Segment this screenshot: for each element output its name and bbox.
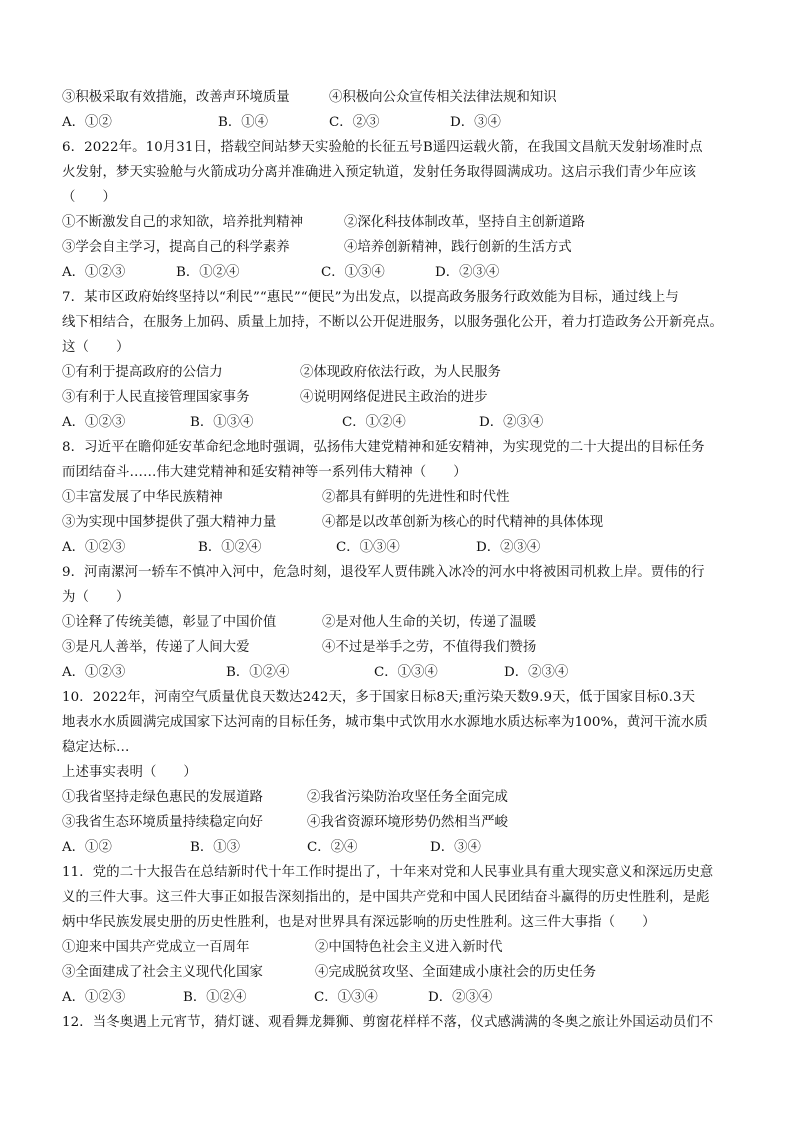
q5-answer-b: B．①④ [218,115,269,130]
q10-statement-4: ④我省资源环境形势仍然相当严峻 [307,815,508,830]
q7-stem-line-3: 这（ ） [62,340,130,355]
q9-answer-c: C．①③④ [374,665,438,680]
q11-answer-row [62,988,738,1008]
q5-statements-row-2 [62,88,738,108]
q8-statements-row-2 [62,513,738,533]
q7-statements-row-1 [62,363,738,383]
q10-stem-line-4: 上述事实表明（ ） [62,765,197,780]
q6-statement-4: ④培养创新精神，践行创新的生活方式 [344,240,572,255]
q7-answer-b: B．①③④ [190,415,254,430]
q10-statements-row-1 [62,788,738,808]
q6-statements-row-1 [62,213,738,233]
q8-answer-d: D．②③④ [476,540,541,555]
q7-answer-c: C．①②④ [342,415,406,430]
q9-answer-row [62,663,738,683]
q5-answer-c: C．②③ [329,115,380,130]
q8-statements-row-1 [62,488,738,508]
q6-answer-b: B．①②④ [176,265,240,280]
q6-answer-a: A．①②③ [62,265,126,280]
q8-answer-a: A．①②③ [62,540,126,555]
q8-statement-4: ④都是以改革创新为核心的时代精神的具体体现 [322,515,604,530]
q10-stem-line-3: 稳定达标… [62,740,130,755]
q6-statement-2: ②深化科技体制改革，坚持自主创新道路 [344,215,586,230]
q9-statements-row-2 [62,638,738,658]
q11-stem-line-3: 炳中华民族发展史册的历史性胜利，也是对世界具有深远影响的历史性胜利。这三件大事指（ ） [62,915,656,930]
q7-answer-row [62,413,738,433]
q10-answer-b: B．①③ [190,840,241,855]
q6-statement-3: ③学会自主学习，提高自己的科学素养 [62,240,290,255]
q10-answer-c: C．②④ [307,840,358,855]
q8-statement-2: ②都具有鲜明的先进性和时代性 [322,490,510,505]
q8-statement-1: ①丰富发展了中华民族精神 [62,490,223,505]
q8-stem-line-1: 8．习近平在瞻仰延安革命纪念地时强调，弘扬伟大建党精神和延安精神，为实现党的二十大提出的目标任务 [62,440,705,455]
q10-stem-line-2: 地表水水质圆满完成国家下达河南的目标任务，城市集中式饮用水水源地水质达标率为100%，黄河干流水质 [62,715,708,730]
q10-statements-row-2 [62,813,738,833]
q6-stem-line-1: 6．2022年。10月31日，搭载空间站梦天实验舱的长征五号B遥四运载火箭，在我国文昌航天发射场准时点 [62,140,703,155]
q9-stem-line-2: 为（ ） [62,590,130,605]
q10-answer-row [62,838,738,858]
q6-stem-line-3: （ ） [62,190,116,205]
q5-statement-3: ③积极采取有效措施，改善声环境质量 [62,90,290,105]
q7-statement-2: ②体现政府依法行政，为人民服务 [300,365,501,380]
q11-stem-line-1: 11．党的二十大报告在总结新时代十年工作时提出了，十年来对党和人民事业具有重大现实意义和深远历史意 [62,865,714,880]
q11-statement-4: ④完成脱贫攻坚、全面建成小康社会的历史任务 [315,965,597,980]
q11-statements-row-2 [62,963,738,983]
q8-statement-3: ③为实现中国梦提供了强大精神力量 [62,515,277,530]
q9-statement-3: ③是凡人善举，传递了人间大爱 [62,640,250,655]
q6-answer-c: C．①③④ [321,265,385,280]
q5-answer-row [62,113,738,133]
q11-statement-3: ③全面建成了社会主义现代化国家 [62,965,263,980]
q7-statement-4: ④说明网络促进民主政治的进步 [300,390,488,405]
q8-answer-c: C．①③④ [336,540,400,555]
q5-answer-a: A．①② [62,115,112,130]
q10-stem-line-1: 10．2022年，河南空气质量优良天数达242天，多于国家日标8天;重污染天数9.9天，低于国家目标0.3天 [62,690,696,705]
q11-answer-c: C．①③④ [314,990,378,1005]
q6-stem-line-2: 火发射，梦天实验舱与火箭成功分离并准确进入预定轨道，发射任务取得圆满成功。这启示我们青少年应该 [62,165,697,180]
q5-statement-4: ④积极向公众宣传相关法律法规和知识 [329,90,557,105]
q8-stem-line-2: 而团结奋斗……伟大建党精神和延安精神等一系列伟大精神（ ） [62,465,467,480]
q9-answer-a: A．①②③ [62,665,126,680]
q5-answer-d: D．③④ [450,115,501,130]
q11-answer-a: A．①②③ [62,990,126,1005]
q9-answer-d: D．②③④ [504,665,569,680]
q9-statement-1: ①诠释了传统美德，彰显了中国价值 [62,615,277,630]
q7-statements-row-2 [62,388,738,408]
q7-statement-3: ③有利于人民直接管理国家事务 [62,390,250,405]
q7-statement-1: ①有利于提高政府的公信力 [62,365,223,380]
q11-stem-line-2: 义的三件大事。这三件大事正如报告深刻指出的，是中国共产党和中国人民团结奋斗赢得的历史性胜利，是彪 [62,890,710,905]
q9-statement-2: ②是对他人生命的关切，传递了温暖 [322,615,537,630]
q7-stem-line-2: 线下相结合，在服务上加码、质量上加持，不断以公开促进服务，以服务强化公开，着力打造政务公开新亮点。 [62,315,724,330]
q10-statement-3: ③我省生态环境质量持续稳定向好 [62,815,263,830]
q9-stem-line-1: 9．河南漯河一轿车不慎冲入河中，危急时刻，退役军人贾伟跳入冰冷的河水中将被困司机救上岸。贾伟的行 [62,565,705,580]
q11-answer-b: B．①②④ [183,990,247,1005]
q11-statements-row-1 [62,938,738,958]
q7-answer-a: A．①②③ [62,415,126,430]
q10-statement-2: ②我省污染防治攻坚任务全面完成 [307,790,508,805]
q8-answer-b: B．①②④ [198,540,262,555]
q7-answer-d: D．②③④ [479,415,544,430]
q10-answer-a: A．①② [62,840,112,855]
q9-statements-row-1 [62,613,738,633]
q9-statement-4: ④不过是举手之劳，不值得我们赞扬 [322,640,537,655]
q11-statement-1: ①迎来中国共产党成立一百周年 [62,940,250,955]
q12-stem-line-1: 12．当冬奥遇上元宵节，猜灯谜、观看舞龙舞狮、剪窗花样样不落，仪式感满满的冬奥之旅让外国运动员们不 [62,1015,714,1030]
q10-statement-1: ①我省坚持走绿色惠民的发展道路 [62,790,263,805]
q6-answer-row [62,263,738,283]
q11-answer-d: D．②③④ [428,990,493,1005]
q11-statement-2: ②中国特色社会主义进入新时代 [315,940,503,955]
q9-answer-b: B．①②④ [226,665,290,680]
q10-answer-d: D．③④ [430,840,481,855]
q7-stem-line-1: 7．某市区政府始终坚持以“利民”“惠民”“便民”为出发点，以提高政务服务行政效能为目标，通过线上与 [62,290,679,305]
q6-statements-row-2 [62,238,738,258]
q8-answer-row [62,538,738,558]
q6-answer-d: D．②③④ [435,265,500,280]
q6-statement-1: ①不断激发自己的求知欲，培养批判精神 [62,215,304,230]
